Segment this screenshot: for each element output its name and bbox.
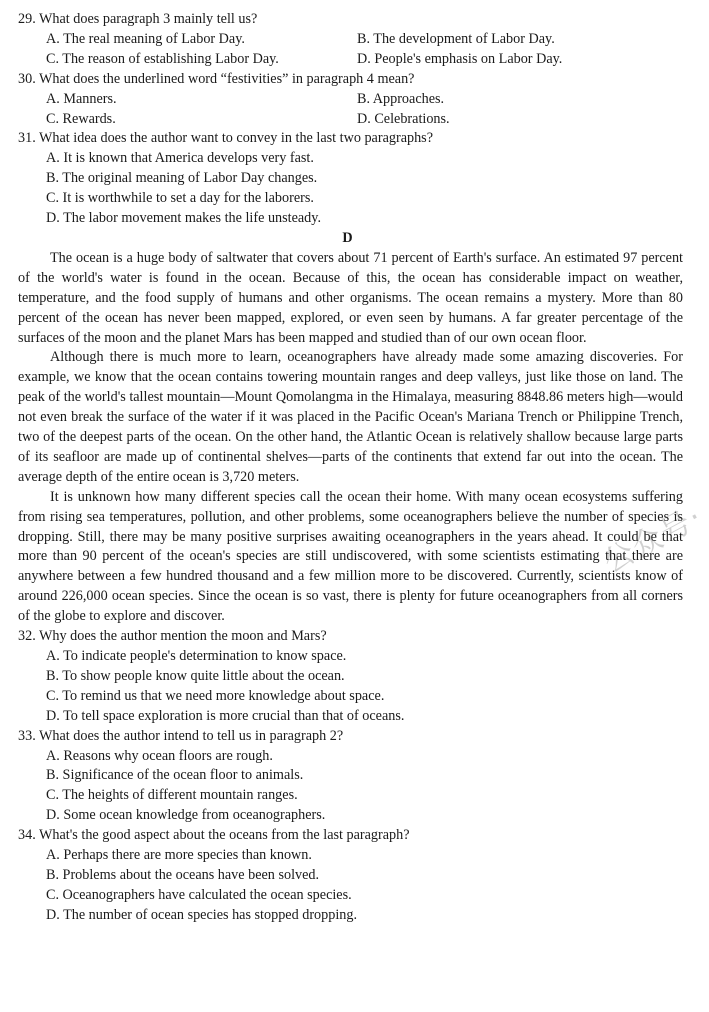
question-33-option-b: B. Significance of the ocean floor to animals.: [46, 767, 304, 784]
question-32: [18, 627, 683, 727]
question-34-stem: 34. What's the good aspect about the oceans from the last paragraph?: [18, 827, 410, 844]
question-32-options: [18, 647, 683, 727]
question-33-option-a: A. Reasons why ocean floors are rough.: [46, 747, 273, 764]
question-30-stem: 30. What does the underlined word “festivities” in paragraph 4 mean?: [18, 70, 415, 87]
watermark: 公众号·: [597, 498, 709, 581]
question-29-option-d: D. People's emphasis on Labor Day.: [357, 50, 563, 67]
question-32-option-b: B. To show people know quite little about the ocean.: [46, 667, 345, 684]
question-30-option-b: B. Approaches.: [357, 90, 445, 107]
question-34: [18, 826, 683, 926]
question-29-options: [18, 30, 683, 70]
question-29: [18, 10, 683, 70]
question-29-option-a: A. The real meaning of Labor Day.: [46, 30, 245, 47]
question-32-option-a: A. To indicate people's determination to know space.: [46, 648, 347, 664]
question-33-options: [18, 747, 683, 827]
question-34-option-b: B. Problems about the oceans have been solved.: [46, 866, 320, 883]
question-33: [18, 727, 683, 827]
section-title: D: [342, 229, 353, 246]
question-31-options: [18, 149, 683, 229]
question-30-options: [18, 90, 683, 130]
question-29-option-b: B. The development of Labor Day.: [357, 30, 555, 47]
question-33-option-c: C. The heights of different mountain ranges.: [46, 787, 298, 804]
exam-page: [18, 10, 683, 926]
question-32-stem: 32. Why does the author mention the moon and Mars?: [18, 628, 327, 645]
passage-paragraph-3: It is unknown how many different species call the ocean their home. With many ocean ecosystems suffering from rising sea temperatures, pollution, and other problems, some oceanographers believe the number of species is dropping. Still, there may be many positive surprises awaiting oceanographers in the years ahead. It could be that more than 90 percent of the ocean's species are still undiscovered, with some scientists estimating that there are anywhere between a few hundred thousand and a few million more to be discovered. Currently, scientists know of around 226,000 ocean species. Since the ocean is so vast, there is plenty for future oceanographers from all corners of the globe to explore and discover.: [18, 488, 683, 625]
question-34-options: [18, 846, 683, 926]
question-31-option-c: C. It is worthwhile to set a day for the laborers.: [46, 190, 314, 207]
question-33-option-d: D. Some ocean knowledge from oceanographers.: [46, 807, 326, 824]
question-31-option-b: B. The original meaning of Labor Day changes.: [46, 170, 318, 187]
question-31: [18, 129, 683, 229]
passage-paragraph-2: Although there is much more to learn, oceanographers have already made some amazing discoveries. For example, we know that the ocean contains towering mountain ranges and deep valleys, just like those on land. The peak of the world's tallest mountain—Mount Qomolangma in the Himalaya, measuring 8848.86 meters high—would not even break the surface of the water if it was placed in the Pacific Ocean's Mariana Trench or Philippine Trench, two of the deepest parts of the ocean. On the other hand, the Atlantic Ocean is relatively shallow because large parts of its seafloor are made up of continental shelves—parts of the continents that extend far out into the ocean. The average depth of the entire ocean is 3,720 meters.: [18, 349, 683, 485]
question-32-option-c: C. To remind us that we need more knowledge about space.: [46, 687, 385, 704]
question-34-option-a: A. Perhaps there are more species than known.: [46, 847, 312, 864]
question-30-option-a: A. Manners.: [46, 90, 117, 107]
question-31-option-a: A. It is known that America develops very fast.: [46, 150, 314, 167]
question-34-option-d: D. The number of ocean species has stopped dropping.: [46, 906, 357, 923]
question-31-option-d: D. The labor movement makes the life unsteady.: [46, 210, 321, 227]
question-29-stem: 29. What does paragraph 3 mainly tell us?: [18, 11, 258, 27]
question-30: [18, 70, 683, 130]
question-30-option-d: D. Celebrations.: [357, 110, 450, 127]
question-30-option-c: C. Rewards.: [46, 110, 116, 127]
question-31-stem: 31. What idea does the author want to convey in the last two paragraphs?: [18, 130, 433, 147]
question-34-option-c: C. Oceanographers have calculated the ocean species.: [46, 886, 352, 903]
passage-paragraph-1: The ocean is a huge body of saltwater that covers about 71 percent of Earth's surface. An estimated 97 percent of the world's water is found in the ocean. Because of this, the ocean has considerable impact on weather, temperature, and the food supply of humans and other organisms. The ocean remains a mystery. More than 80 percent of the ocean has never been mapped, explored, or even seen by humans. A far greater percentage of the surfaces of the moon and the planet Mars has been mapped and studied than of our own ocean floor.: [18, 249, 683, 346]
question-29-option-c: C. The reason of establishing Labor Day.: [46, 50, 279, 67]
question-32-option-d: D. To tell space exploration is more crucial than that of oceans.: [46, 707, 405, 724]
question-33-stem: 33. What does the author intend to tell us in paragraph 2?: [18, 727, 344, 744]
